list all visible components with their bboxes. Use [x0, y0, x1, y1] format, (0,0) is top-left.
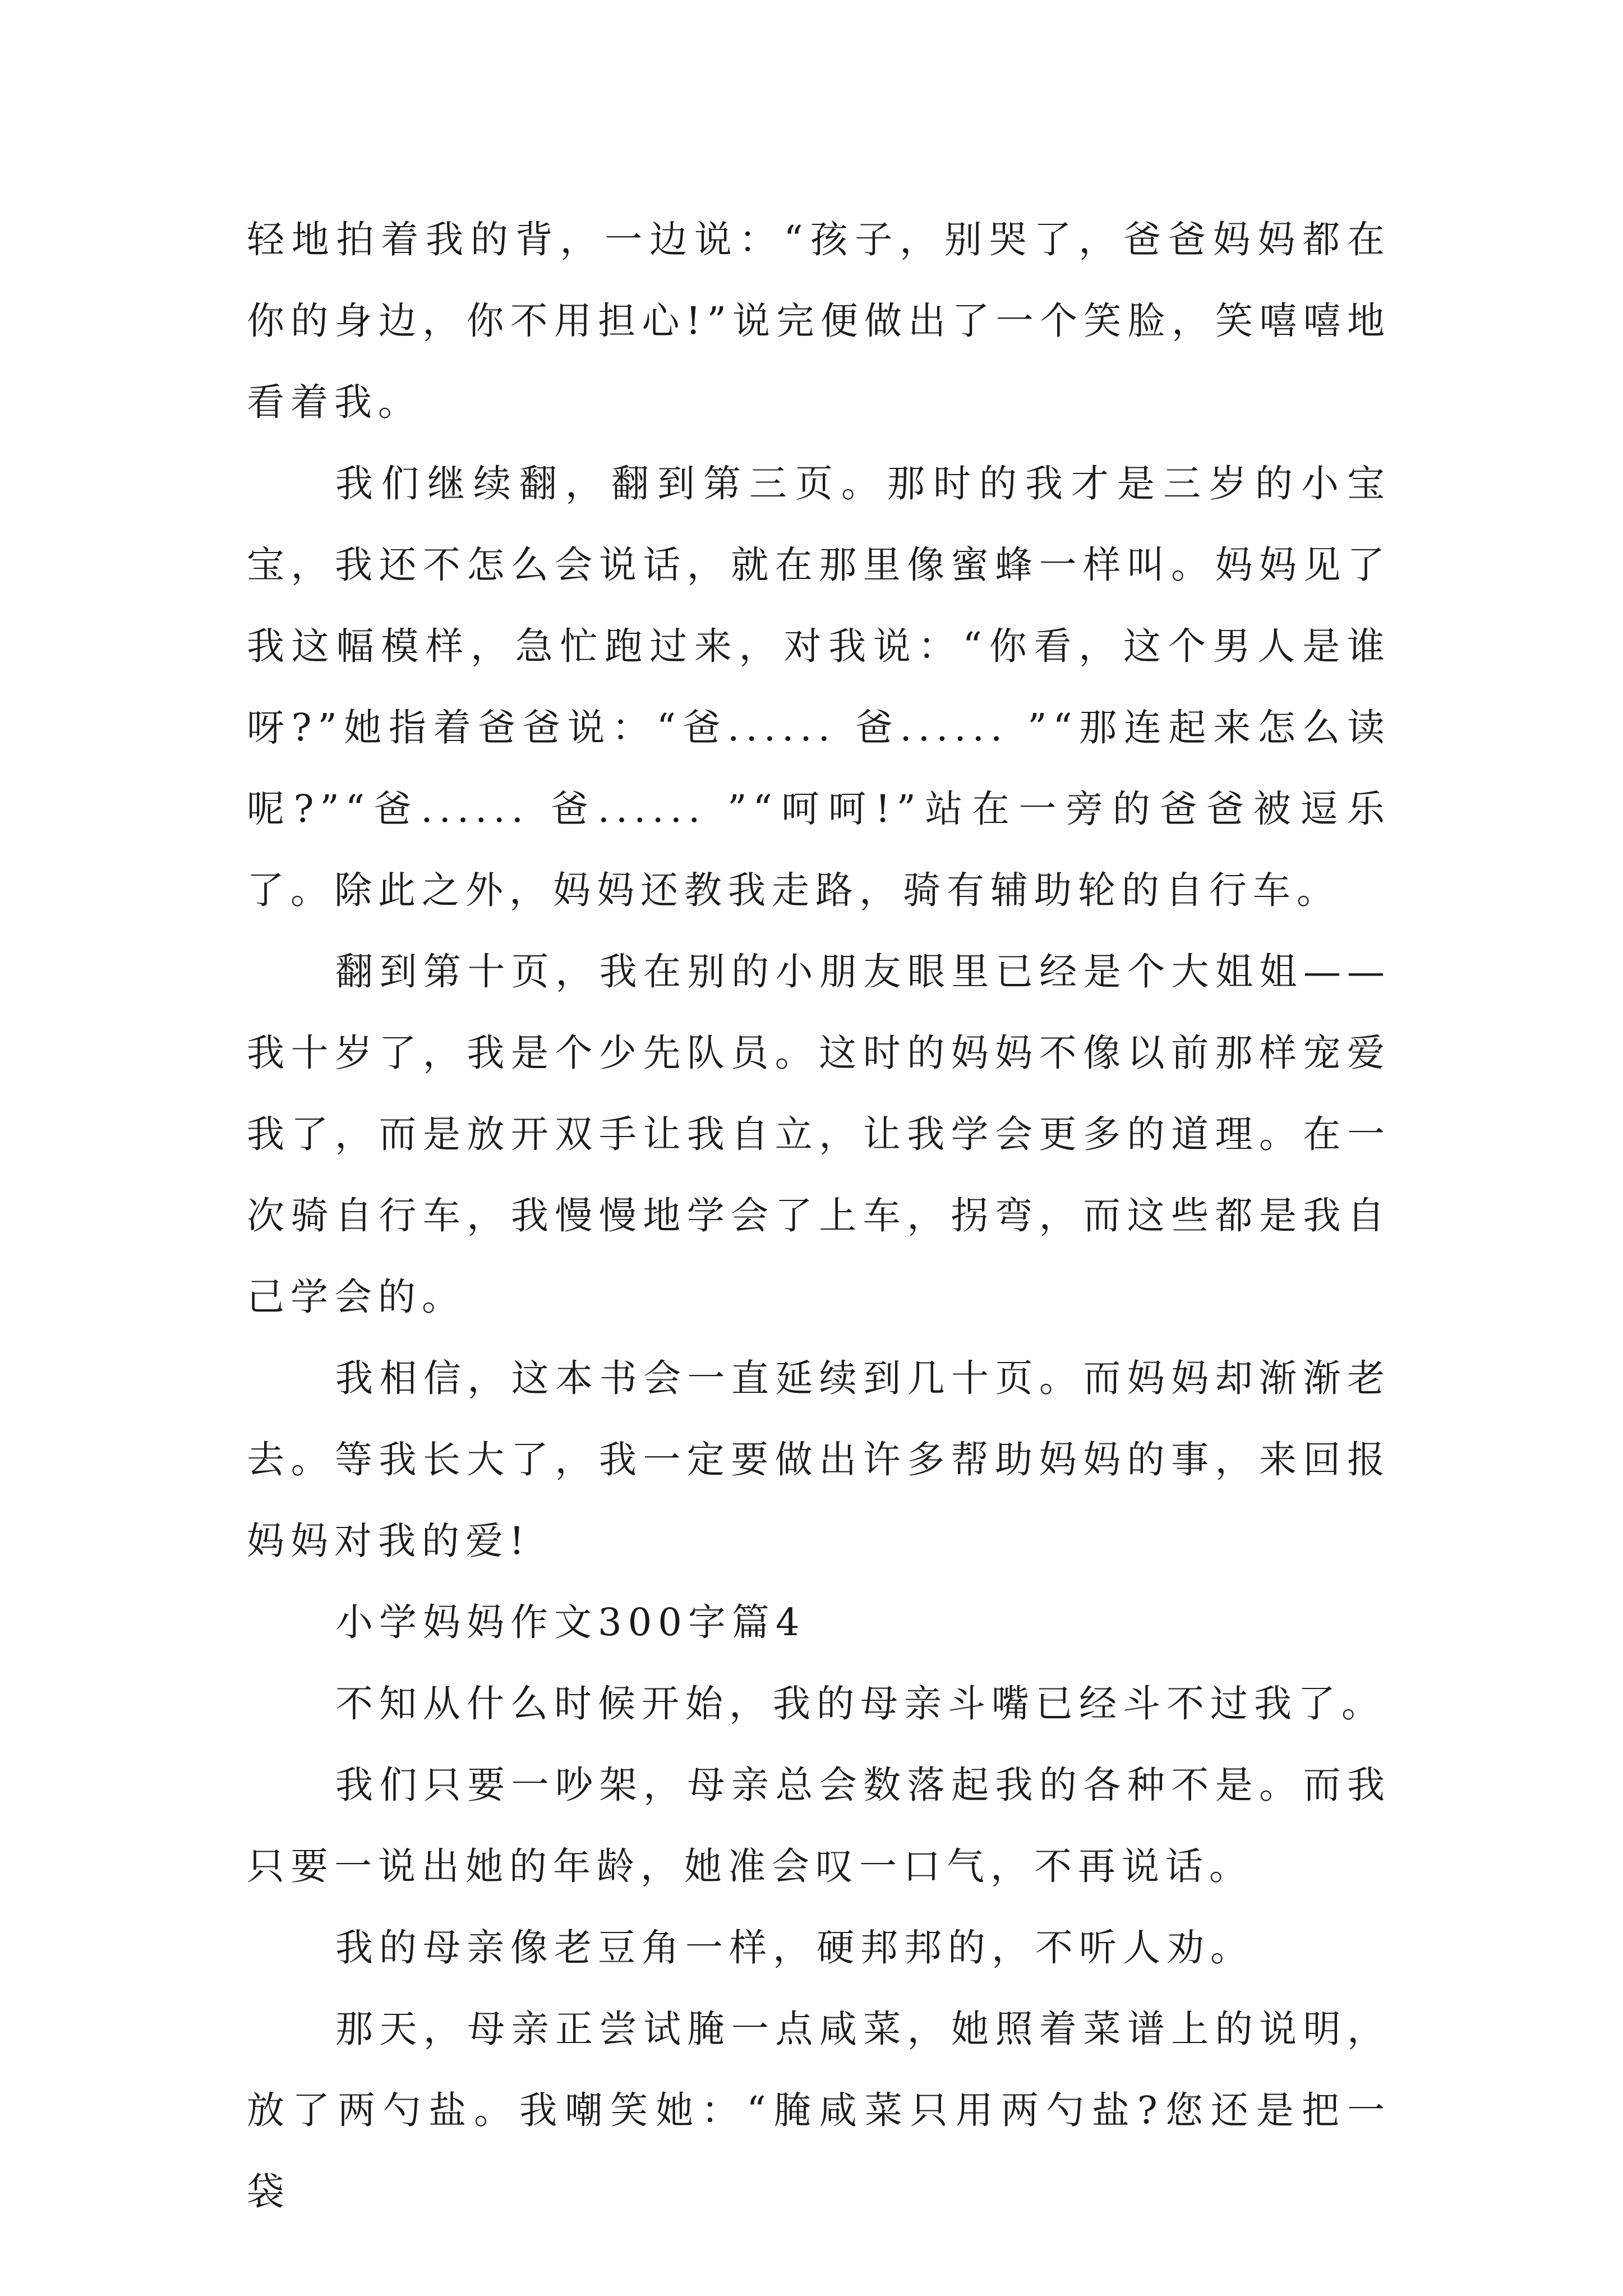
paragraph-7: 我的母亲像老豆角一样，硬邦邦的，不听人劝。	[335, 1926, 1254, 1970]
paragraph-2: 我们继续翻，翻到第三页。那时的我才是三岁的小宝宝，我还不怎么会说话，就在那里像蜜蜂一样叫。妈妈见了我这幅模样，急忙跑过来，对我说：“你看，这个男人是谁呀?”她指着爸爸说：“爸...... 爸...... ”“那连起来怎么读呢?”“爸...... 爸...... ”“呵呵!”站在一旁的爸爸被逗乐了。除此之外，妈妈还教我走路，骑有辅助轮的自行车。	[247, 462, 1391, 912]
document-body	[247, 199, 1391, 2233]
paragraph-1: 轻地拍着我的背，一边说：“孩子，别哭了，爸爸妈妈都在你的身边，你不用担心!”说完便做出了一个笑脸，笑嘻嘻地看着我。	[247, 218, 1391, 424]
section-heading: 小学妈妈作文300字篇4	[335, 1600, 806, 1644]
paragraph-6: 我们只要一吵架，母亲总会数落起我的各种不是。而我只要一说出她的年龄，她准会叹一口气，不再说话。	[247, 1763, 1391, 1888]
paragraph-8: 那天，母亲正尝试腌一点咸菜，她照着菜谱上的说明，放了两勺盐。我嘲笑她：“腌咸菜只用两勺盐?您还是把一袋	[247, 2007, 1391, 2214]
paragraph-4: 我相信，这本书会一直延续到几十页。而妈妈却渐渐老去。等我长大了，我一定要做出许多帮助妈妈的事，来回报妈妈对我的爱!	[247, 1356, 1391, 1563]
paragraph-5: 不知从什么时候开始，我的母亲斗嘴已经斗不过我了。	[335, 1682, 1385, 1726]
paragraph-3: 翻到第十页，我在别的小朋友眼里已经是个大姐姐——我十岁了，我是个少先队员。这时的妈妈不像以前那样宠爱我了，而是放开双手让我自立，让我学会更多的道理。在一次骑自行车，我慢慢地学会了上车，拐弯，而这些都是我自己学会的。	[247, 950, 1391, 1319]
